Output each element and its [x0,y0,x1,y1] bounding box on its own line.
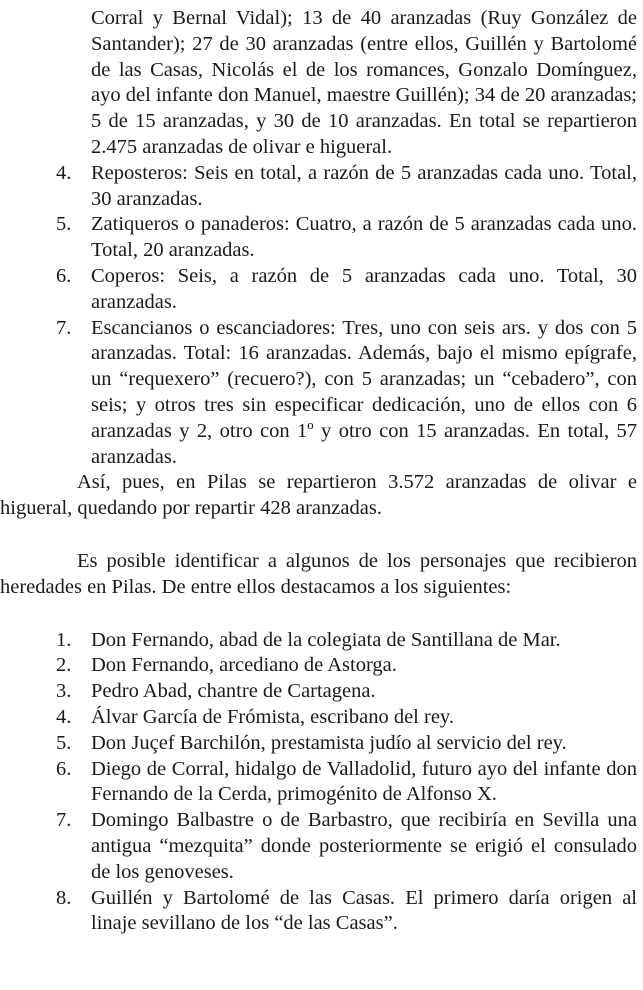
list-item-number: 7. [56,809,72,832]
list-item-text: Diego de Corral, hidalgo de Valladolid, futuro ayo del infante don Fernando de la Cerda, primogénito de Alfonso X. [91,757,637,806]
list-item-text: Don Juçef Barchilón, prestamista judío al servicio del rey. [91,731,567,754]
list-item-number: 2. [56,654,72,677]
list-item [0,628,637,654]
list-item-text: Reposteros: Seis en total, a razón de 5 aranzadas cada uno. Total, 30 aranzadas. [91,161,637,210]
paragraph-spacer [0,601,637,628]
list-item-number: 6. [56,757,72,780]
list-distribution [0,161,637,471]
paragraph-spacer [0,522,637,549]
list-item [0,757,637,809]
list-item-text: Pedro Abad, chantre de Cartagena. [91,680,376,703]
list-item-number: 3. [56,680,72,703]
list-personages [0,628,637,938]
list-item-text: Don Fernando, abad de la colegiata de Santillana de Mar. [91,628,561,651]
list-item [0,705,637,731]
list-item-number: 8. [56,886,72,909]
list-item [0,679,637,705]
list-item-number: 5. [56,731,72,754]
list-item-text: Escancianos o escanciadores: Tres, uno con seis ars. y dos con 5 aranzadas. Total: 16 aranzadas. Además, bajo el mismo epígrafe, un “requexero” (recuero?), con 5 aranzadas; un “cebadero”, con seis; y otros tres sin especificar dedicación, uno de ellos con 6 aranzadas y 2, otro con 1º y otro con 15 aranzadas. En total, 57 aranzadas. [91,316,637,468]
list-item-number: 6. [56,264,72,287]
list-item [0,886,637,938]
document-page [0,6,637,937]
list-item-text: Guillén y Bartolomé de las Casas. El primero daría origen al linaje sevillano de los “de las Casas”. [91,886,637,935]
list-item-text: Álvar García de Frómista, escribano del rey. [91,705,454,728]
list-item-number: 4. [56,161,72,184]
continuation-paragraph: Corral y Bernal Vidal); 13 de 40 aranzadas (Ruy González de Santander); 27 de 30 aranzadas (entre ellos, Guillén y Bartolomé de las Casas, Nicolás el de los romances, Gonzalo Domínguez, ayo del infante don Manuel, maestre Guillén); 34 de 20 aranzadas; 5 de 15 aranzadas, y 30 de 10 aranzadas. En total se repartieron 2.475 aranzadas de olivar e higueral. [91,7,637,158]
list-item-number: 1. [56,628,72,651]
summary-paragraph: Así, pues, en Pilas se repartieron 3.572 aranzadas de olivar e higueral, quedando por repartir 428 aranzadas. [0,471,637,520]
list-item-text: Zatiqueros o panaderos: Cuatro, a razón de 5 aranzadas cada uno. Total, 20 aranzadas. [91,213,637,262]
list-item-text: Don Fernando, arcediano de Astorga. [91,654,397,677]
list-item [0,653,637,679]
list-item-number: 7. [56,316,72,339]
list-item [0,161,637,213]
list-item [0,316,637,471]
list-item [0,212,637,264]
list-item-number: 5. [56,213,72,236]
list-item [0,264,637,316]
list-item-text: Coperos: Seis, a razón de 5 aranzadas cada uno. Total, 30 aranzadas. [91,264,637,313]
list-item [0,808,637,885]
list-item [0,731,637,757]
intro-paragraph: Es posible identificar a algunos de los personajes que recibieron heredades en Pilas. De entre ellos destacamos a los siguientes: [0,549,637,598]
list-item-number: 4. [56,705,72,728]
list-item-text: Domingo Balbastre o de Barbastro, que recibiría en Sevilla una antigua “mezquita” donde posteriormente se erigió el consulado de los genoveses. [91,809,637,883]
